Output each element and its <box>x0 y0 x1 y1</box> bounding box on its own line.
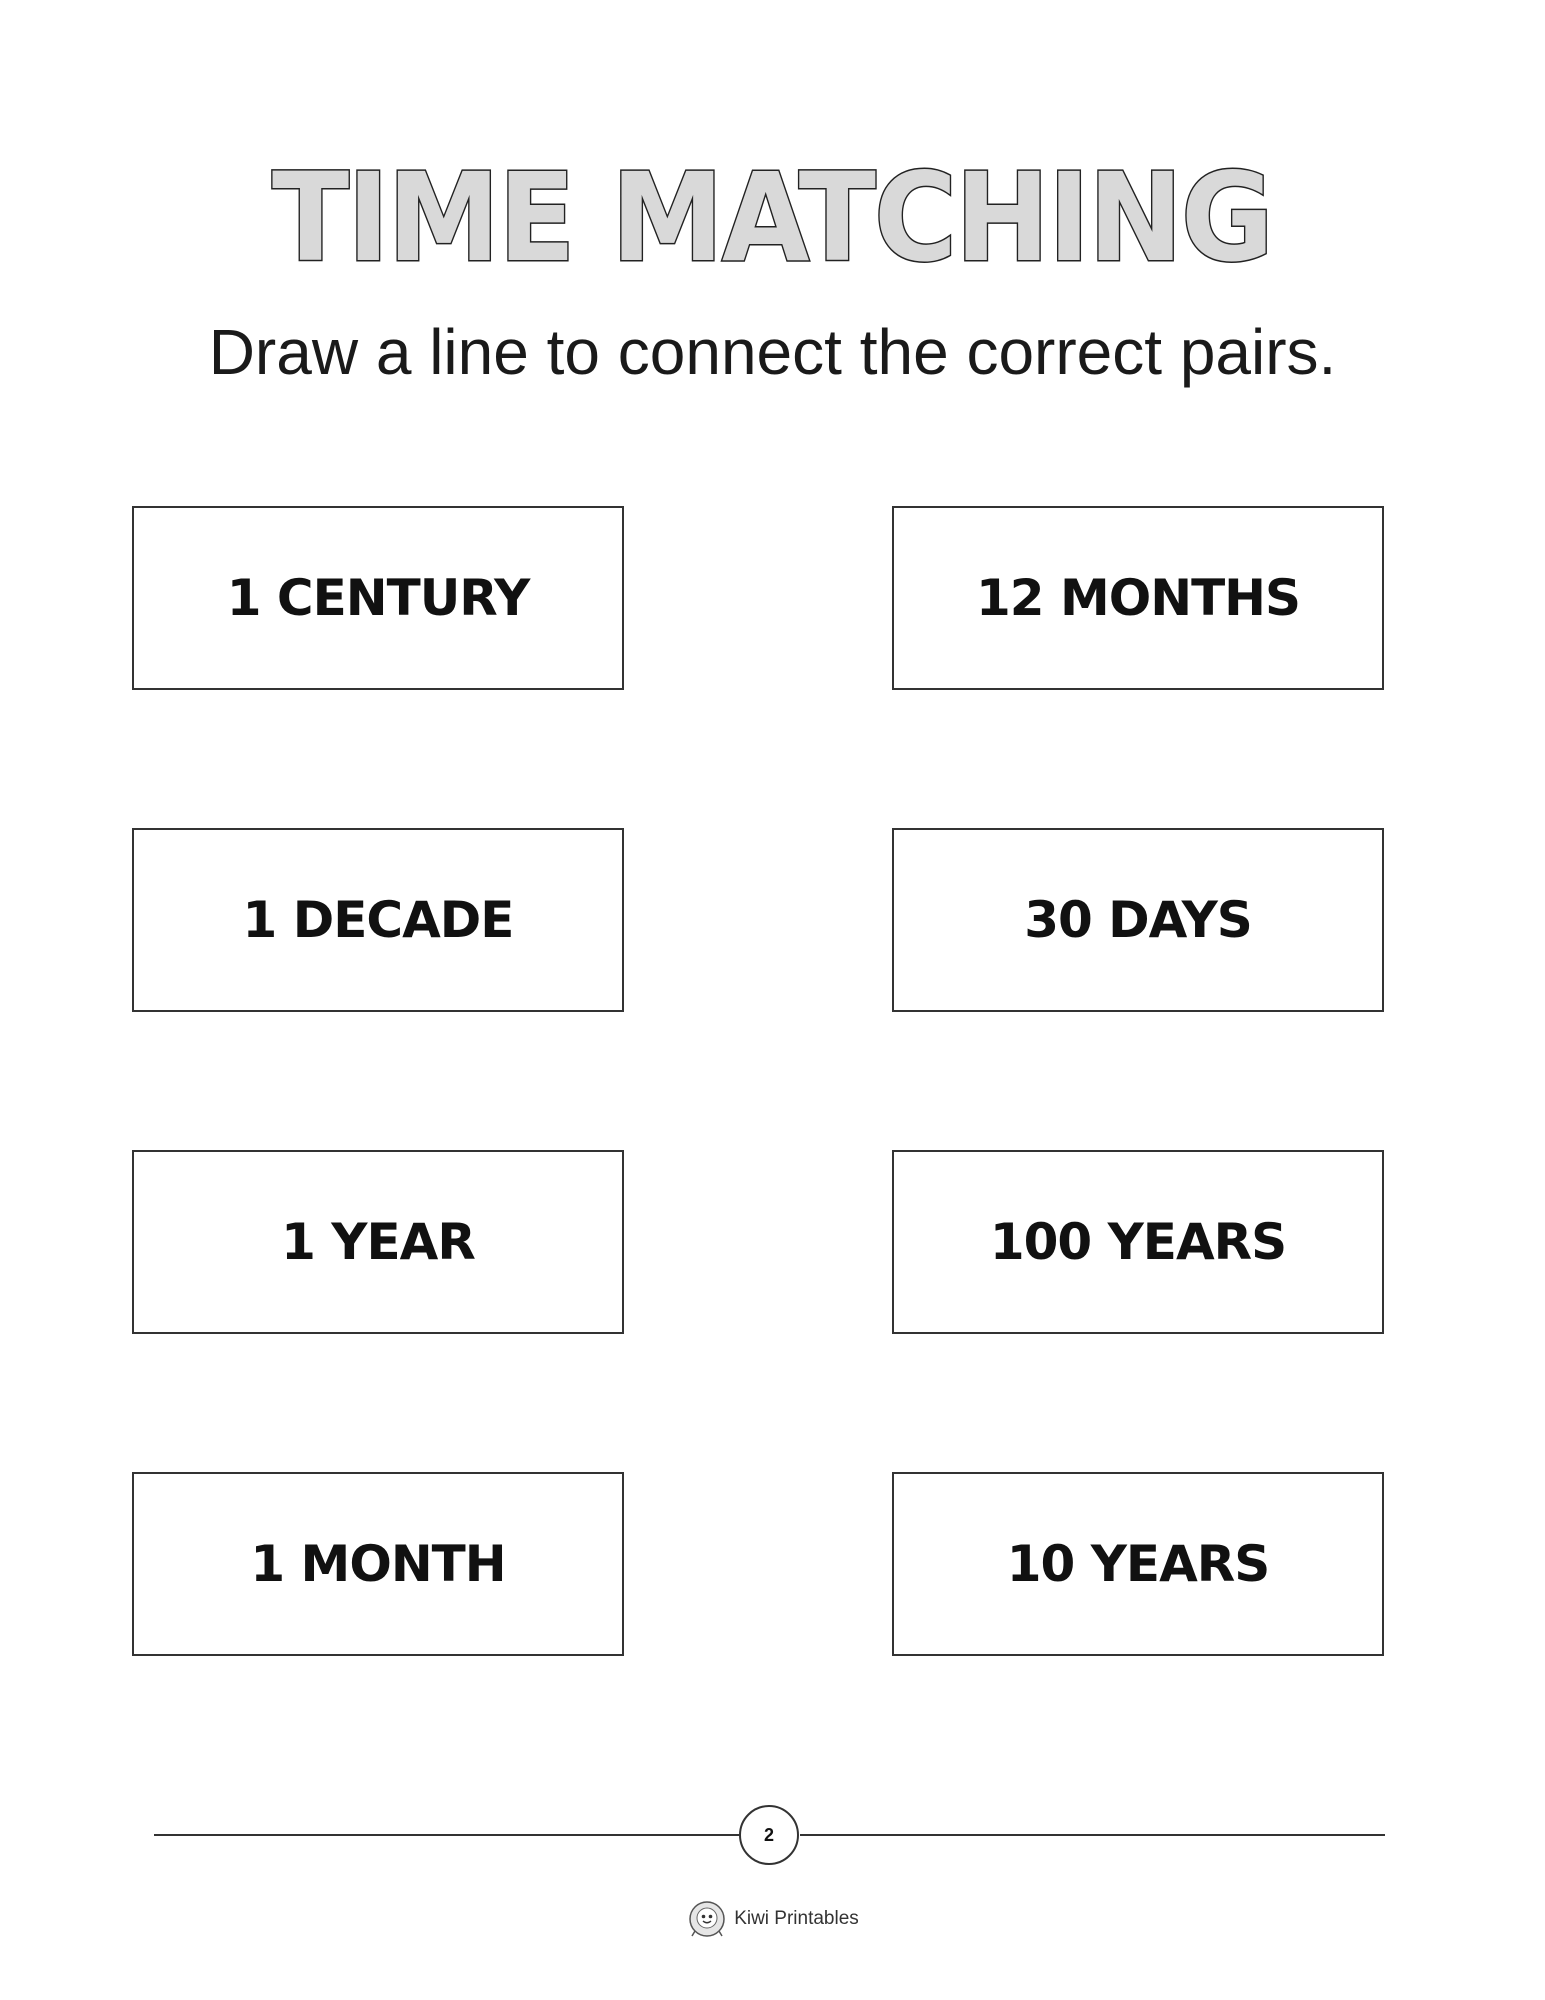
match-card-left-1[interactable] <box>132 506 624 690</box>
match-card-right-4[interactable] <box>892 1472 1384 1656</box>
card-label: 1 MONTH <box>250 1535 506 1593</box>
kiwi-mascot-icon <box>686 1898 728 1940</box>
match-card-left-2[interactable] <box>132 828 624 1012</box>
match-card-left-4[interactable] <box>132 1472 624 1656</box>
card-label: 100 YEARS <box>989 1213 1287 1271</box>
brand-name: Kiwi Printables <box>734 1908 859 1929</box>
page-title <box>0 150 1545 280</box>
match-card-right-2[interactable] <box>892 828 1384 1012</box>
match-card-left-3[interactable] <box>132 1150 624 1334</box>
card-label: 12 MONTHS <box>975 569 1301 627</box>
instructions: Draw a line to connect the correct pairs. <box>208 316 1337 388</box>
card-label: 30 DAYS <box>1024 891 1252 949</box>
brand-footer <box>0 1898 1545 1940</box>
card-label: 10 YEARS <box>1006 1535 1270 1593</box>
title-text: TIME MATCHING <box>272 150 1272 280</box>
card-label: 1 DECADE <box>242 891 514 949</box>
match-card-right-3[interactable] <box>892 1150 1384 1334</box>
card-label: 1 CENTURY <box>226 569 530 627</box>
title-outline-art <box>0 150 1545 280</box>
footer-divider-left <box>154 1834 740 1836</box>
card-label: 1 YEAR <box>281 1213 475 1271</box>
match-card-right-1[interactable] <box>892 506 1384 690</box>
page-number: 2 <box>739 1805 799 1865</box>
footer-divider-right <box>800 1834 1385 1836</box>
